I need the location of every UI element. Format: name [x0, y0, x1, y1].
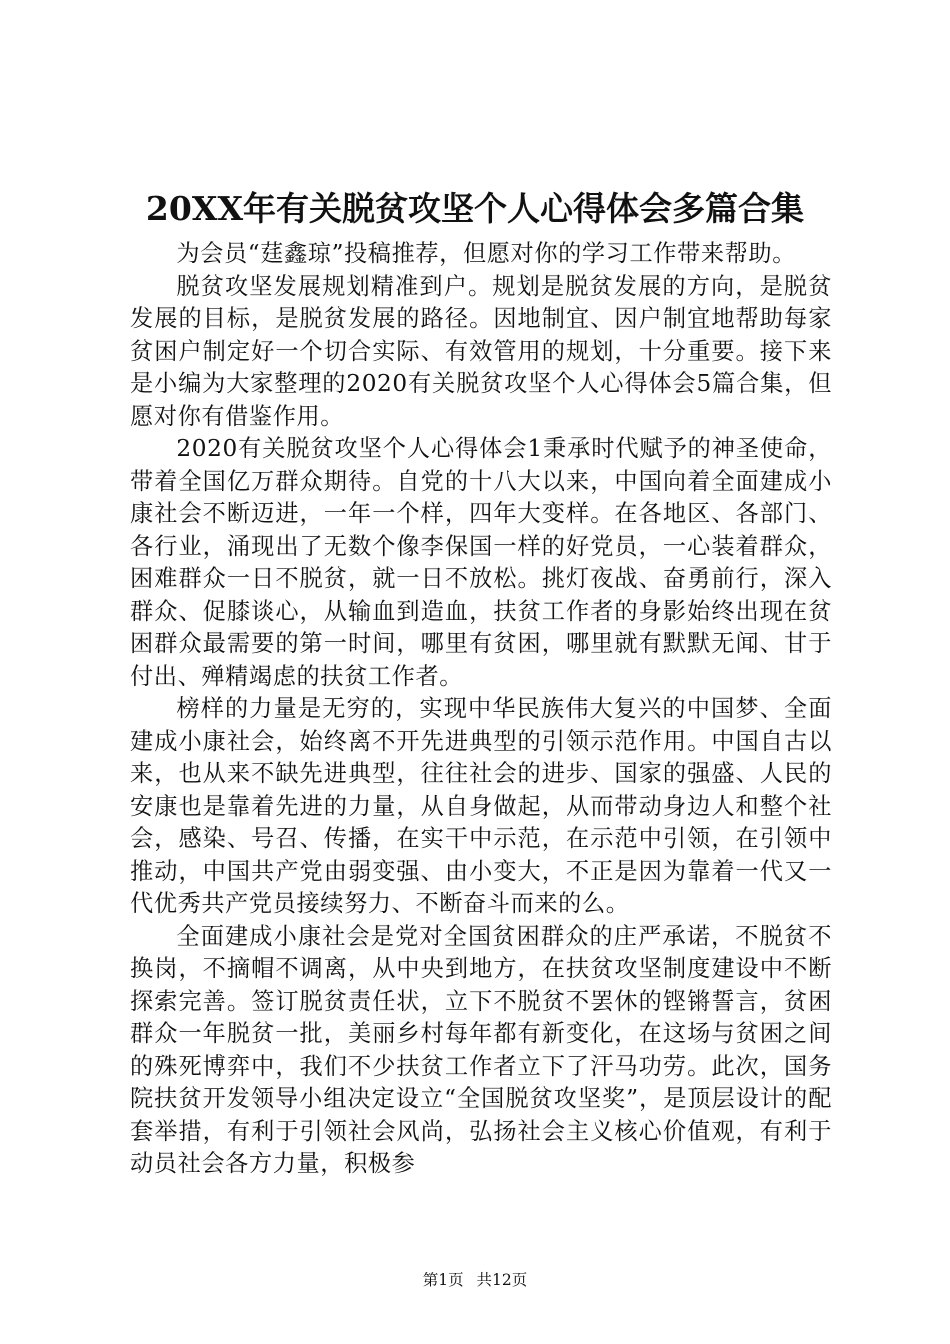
- page-total: 共12页: [476, 1271, 528, 1289]
- page-footer: [0, 1270, 950, 1290]
- paragraph-intro: 为会员“莛鑫琼”投稿推荐，但愿对你的学习工作带来帮助。: [176, 240, 796, 267]
- paragraph-planning: 脱贫攻坚发展规划精准到户。规划是脱贫发展的方向，是脱贫发展的目标，是脱贫发展的路径。因地制宜、因户制宜地帮助每家贫困户制定好一个切合实际、有效管用的规划，十分重要。接下来是小编为大家整理的2020有关脱贫攻坚个人心得体会5篇合集，但愿对你有借鉴作用。: [130, 272, 832, 430]
- document-title: 20XX年有关脱贫攻坚个人心得体会多篇合集: [145, 189, 805, 228]
- paragraph-commitment: 全面建成小康社会是党对全国贫困群众的庄严承诺，不脱贫不换岗，不摘帽不调离，从中央到地方，在扶贫攻坚制度建设中不断探索完善。签订脱贫责任状，立下不脱贫不罢休的铿锵誓言，贫困群众一年脱贫一批，美丽乡村每年都有新变化，在这场与贫困之间的殊死博弈中，我们不少扶贫工作者立下了汗马功劳。此次，国务院扶贫开发领导小组决定设立“全国脱贫攻坚奖”，是顶层设计的配套举措，有利于引领社会风尚，弘扬社会主义核心价值观，有利于动员社会各方力量，积极参: [130, 922, 832, 1177]
- paragraph-role-models: 榜样的力量是无穷的，实现中华民族伟大复兴的中国梦、全面建成小康社会，始终离不开先进典型的引领示范作用。中国自古以来，也从来不缺先进典型，往往社会的进步、国家的强盛、人民的安康也是靠着先进的力量，从自身做起，从而带动身边人和整个社会，感染、号召、传播，在实干中示范，在示范中引领，在引领中推动，中国共产党由弱变强、由小变大，不正是因为靠着一代又一代优秀共产党员接续努力、不断奋斗而来的么。: [130, 695, 832, 917]
- page-number: 第1页: [422, 1271, 464, 1289]
- document-body: [130, 238, 832, 1181]
- paragraph-essay-1: 2020有关脱贫攻坚个人心得体会1秉承时代赋予的神圣使命，带着全国亿万群众期待。自党的十八大以来，中国向着全面建成小康社会不断迈进，一年一个样，四年大变样。在各地区、各部门、各行业，涌现出了无数个像李保国一样的好党员，一心装着群众，困难群众一日不脱贫，就一日不放松。挑灯夜战、奋勇前行，深入群众、促膝谈心，从输血到造血，扶贫工作者的身影始终出现在贫困群众最需要的第一时间，哪里有贫困，哪里就有默默无闻、甘于付出、殚精竭虑的扶贫工作者。: [130, 435, 832, 690]
